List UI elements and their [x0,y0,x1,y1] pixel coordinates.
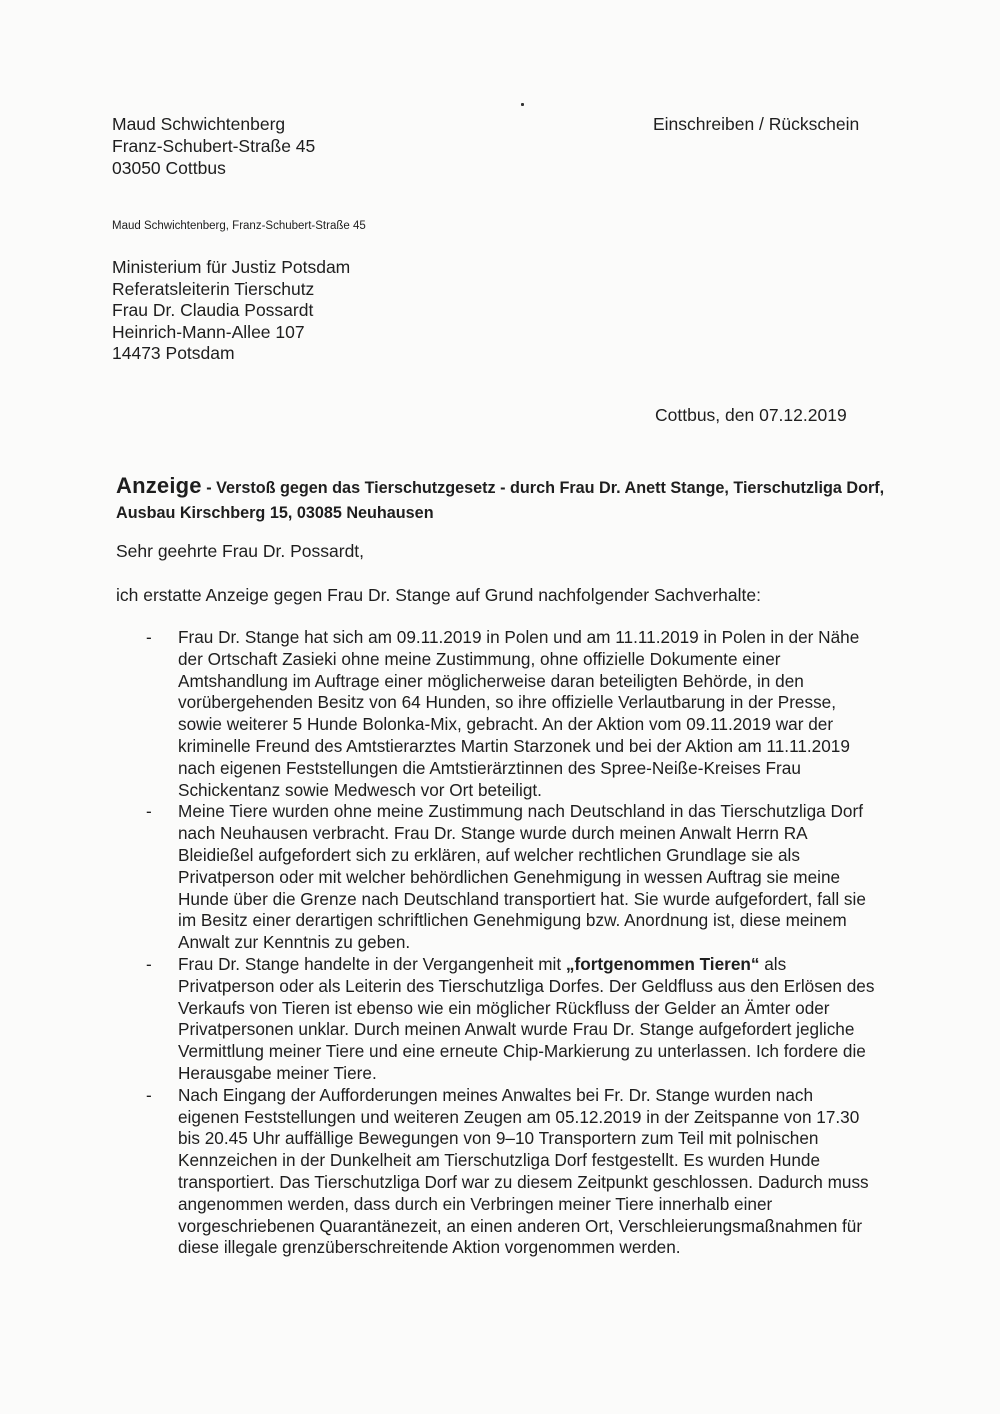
list-item-text: Frau Dr. Stange hat sich am 09.11.2019 in Polen und am 11.11.2019 in Polen in der Nähe der Ortschaft Zasieki ohne meine Zustimmung, ohne offizielle Dokumente einer Amtshandlung im Auftrage einer möglicherweise daran beteiligten Behörde, in den vorübergehenden Besitz von 64 Hunden, so ihre offizielle Verlautbarung in der Presse, sowie weiterer 5 Hunde Bolonka-Mix, gebracht. An der Aktion vom 09.11.2019 war der kriminelle Freund des Amtstierarztes Martin Starzonek und bei der Aktion am 11.11.2019 nach eigenen Feststellungen die Amtstierärztinnen des Spree-Neiße-Kreises Frau Schickentanz sowie Medwesch vor Ort beteiligt. [178,627,860,800]
recipient-line-1: Ministerium für Justiz Potsdam [112,257,351,277]
subject-text: - Verstoß gegen das Tierschutzgesetz - durch Frau Dr. Anett Stange, Tierschutzliga Dorf, Ausbau Kirschberg 15, 03085 Neuhausen [116,479,885,522]
salutation: Sehr geehrte Frau Dr. Possardt, [116,541,365,561]
sender-address [112,113,315,179]
recipient-line-4: Heinrich-Mann-Allee 107 [112,321,305,342]
recipient-line-3: Frau Dr. Claudia Possardt [112,300,314,321]
sender-city: 03050 Cottbus [112,158,226,178]
list-item [116,954,916,1085]
list-item-text: Nach Eingang der Aufforderungen meines Anwaltes bei Fr. Dr. Stange wurden nach eigenen Feststellungen und weiteren Zeugen am 05.12.2019 in der Zeitspanne von 17.30 bis 20.45 Uhr auffällige Bewegungen von 9–10 Transportern zum Teil mit polnischen Kennzeichen in der Dunkelheit am Tierschutzliga Dorf festgestellt. Es wurden Hunde transportiert. Das Tierschutzliga Dorf war zu diesem Zeitpunkt geschlossen. Dadurch muss angenommen werden, dass durch ein Verbringen meiner Tiere innerhalb einer vorgeschriebenen Quarantänezeit, an einen anderen Ort, Verschleierungsmaßnahmen für diese illegale grenzüberschreitende Aktion vorgenommen werden. [178,1084,869,1258]
emphasized-phrase: „fortgenommen Tieren“ [565,953,760,974]
list-item [116,1085,916,1259]
delivery-note: Einschreiben / Rückschein [653,114,860,134]
recipient-line-5: 14473 Potsdam [112,343,235,364]
list-item-text [178,954,878,1085]
recipient-line-2: Referatsleiterin Tierschutz [112,278,315,299]
list-item-text: Meine Tiere wurden ohne meine Zustimmung nach Deutschland in das Tierschutzliga Dorf nach Neuhausen verbracht. Frau Dr. Stange wurde durch meinen Anwalt Herrn RA Bleidießel aufgefordert sich zu erklären, auf welcher rechtlichen Grundlage sie als Privatperson oder mit welcher behördlichen Genehmigung in wessen Auftrag sie meine Hunde über die Grenze nach Deutschland transportiert hat. Sie wurde aufgefordert, fall sie im Besitz einer derartigen schriftlichen Genehmigung bzw. Anordnung ist, diese meinem Anwalt zur Kenntnis zu geben. [178,801,866,953]
bullet-dash: - [146,953,152,974]
bullet-dash: - [146,627,152,647]
list-item-text-part: Frau Dr. Stange handelte in der Vergangenheit mit [178,953,566,974]
sender-street: Franz-Schubert-Straße 45 [112,136,316,156]
facts-list [116,627,916,1259]
list-item [116,627,916,801]
bullet-dash: - [146,1084,152,1105]
return-address-line: Maud Schwichtenberg, Franz-Schubert-Straße 45 [112,220,366,232]
date-line: Cottbus, den 07.12.2019 [655,405,847,425]
bullet-dash: - [146,801,152,822]
recipient-address [112,257,350,365]
subject-line [116,474,896,526]
subject-keyword: Anzeige [116,473,202,498]
sender-name: Maud Schwichtenberg [112,114,286,134]
list-item-text-part: als Privatperson oder als Leiterin des Tierschutzliga Dorfes. Der Geldfluss aus den Erlösen des Verkaufs von Tieren ist ebenso wie ein möglicher Rückfluss der Gelder an Ämter oder Privatpersonen unklar. Durch meinen Anwalt wurde Frau Dr. Stange aufgefordert jegliche Vermittlung meiner Tiere und eine erneute Chip-Markierung zu unterlassen. Ich fordere die Herausgabe meiner Tiere. [178,953,875,1083]
scan-speck [521,103,524,106]
intro-paragraph: ich erstatte Anzeige gegen Frau Dr. Stange auf Grund nachfolgender Sachverhalte: [116,585,761,605]
list-item [116,801,916,954]
